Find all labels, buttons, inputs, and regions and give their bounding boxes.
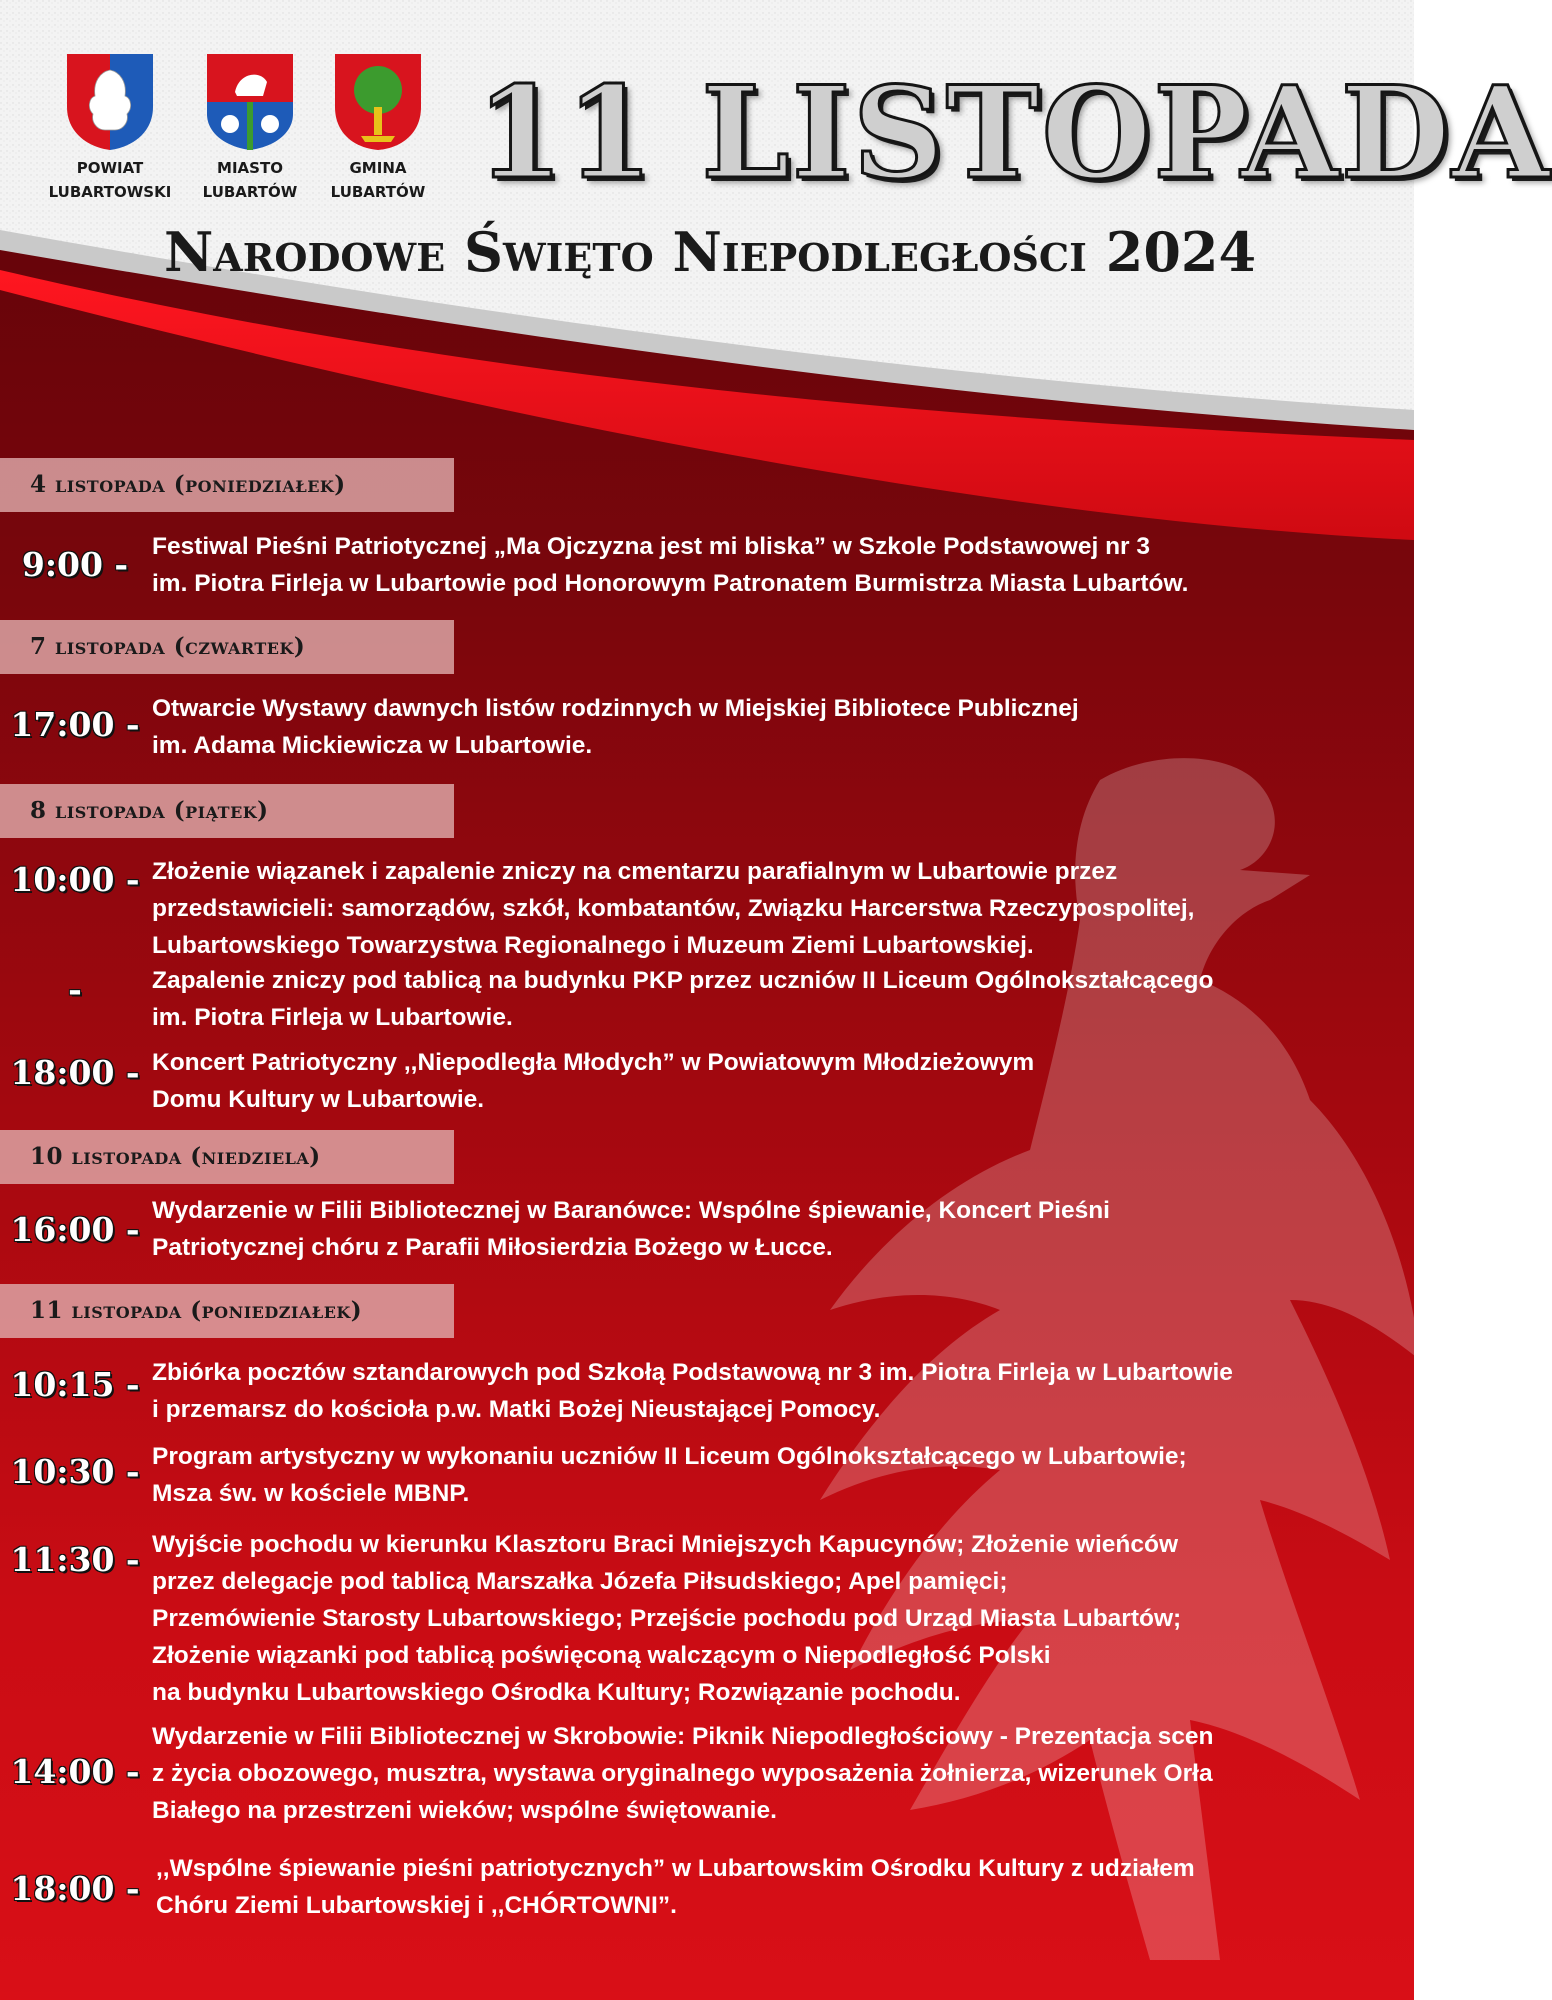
day-header	[0, 620, 454, 674]
event-description: Program artystyczny w wykonaniu uczniów II Liceum Ogólnokształcącego w Lubartowie; Msza św. w kościele MBNP.	[152, 1443, 1187, 1507]
event-time: 16:00 -	[10, 1210, 140, 1249]
event-time: 18:00 -	[10, 1869, 140, 1908]
event-description: Złożenie wiązanek i zapalenie zniczy na cmentarzu parafialnym w Lubartowie przez przedstawicieli: samorządów, szkół, kombatantów, Związku Harcerstwa Rzeczypospolitej, Lubartowskiego Towarzystwa Regionalnego i Muzeum Ziemi Lubartowskiej.	[152, 858, 1195, 959]
event-time: 10:15 -	[10, 1365, 140, 1404]
event-time: 10:30 -	[10, 1452, 140, 1491]
powiat-label: POWIAT LUBARTOWSKI	[48, 159, 172, 201]
subtitle: Narodowe Święto Niepodległości 2024	[163, 220, 1257, 284]
event-description: Zapalenie zniczy pod tablicą na budynku PKP przez uczniów II Liceum Ogólnokształcącego im. Piotra Firleja w Lubartowie.	[152, 967, 1214, 1031]
event-description: Wyjście pochodu w kierunku Klasztoru Braci Mniejszych Kapucynów; Złożenie wieńców przez delegacje pod tablicą Marszałka Józefa Piłsudskiego; Apel pamięci; Przemówienie Starosty Lubartowskiego; Przejście pochodu pod Urząd Miasta Lubartów; Złożenie wiązanki pod tablicą poświęconą walczącym o Niepodległość Polski na budynku Lubartowskiego Ośrodka Kultury; Rozwiązanie pochodu.	[152, 1531, 1182, 1706]
day-label: 4 listopada (poniedziałek)	[30, 471, 346, 498]
event-description: Koncert Patriotyczny ,,Niepodległa Młodych” w Powiatowym Młodzieżowym Domu Kultury w Lubartowie.	[152, 1049, 1035, 1113]
event-time: 14:00 -	[10, 1752, 140, 1791]
event-description: Festiwal Pieśni Patriotycznej „Ma Ojczyzna jest mi bliska” w Szkole Podstawowej nr 3 im. Piotra Firleja w Lubartowie pod Honorowym Patronatem Burmistrza Miasta Lubartów.	[152, 533, 1189, 597]
day-label: 11 listopada (poniedziałek)	[30, 1297, 363, 1324]
day-label: 10 listopada (niedziela)	[30, 1143, 321, 1170]
event-time: 17:00 -	[10, 705, 140, 744]
miasto-label: MIASTO LUBARTÓW	[202, 159, 298, 201]
day-header	[0, 784, 454, 838]
day-header	[0, 1284, 454, 1338]
miasto-crest-icon	[205, 52, 295, 152]
gmina-label: GMINA LUBARTÓW	[330, 159, 426, 201]
event-description: Wydarzenie w Filii Bibliotecznej w Skrobowie: Piknik Niepodległościowy - Prezentacja scen z życia obozowego, musztra, wystawa oryginalnego wyposażenia żołnierza, wizerunek Orła Białego na przestrzeni wieków; wspólne świętowanie.	[152, 1723, 1214, 1824]
event-description: Otwarcie Wystawy dawnych listów rodzinnych w Miejskiej Bibliotece Publicznej im. Adama Mickiewicza w Lubartowie.	[152, 695, 1079, 759]
day-label: 8 listopada (piątek)	[30, 797, 269, 824]
event-description: Wydarzenie w Filii Bibliotecznej w Baranówce: Wspólne śpiewanie, Koncert Pieśni Patriotycznej chóru z Parafii Miłosierdzia Bożego w Łucce.	[152, 1197, 1110, 1261]
event-time: 9:00 -	[21, 545, 129, 584]
event-description: ,,Wspólne śpiewanie pieśni patriotycznych” w Lubartowskim Ośrodku Kultury z udziałem Chóru Ziemi Lubartowskiej i ,,CHÓRTOWNI”.	[156, 1855, 1195, 1919]
powiat-crest-icon	[65, 52, 155, 152]
day-header	[0, 1130, 454, 1184]
event-description: Zbiórka pocztów sztandarowych pod Szkołą Podstawową nr 3 im. Piotra Firleja w Lubartowie i przemarsz do kościoła p.w. Matki Bożej Nieustającej Pomocy.	[152, 1359, 1233, 1423]
day-label: 7 listopada (czwartek)	[30, 633, 306, 660]
event-time: 18:00 -	[10, 1053, 140, 1092]
event-time: -	[68, 970, 82, 1009]
event-time: 10:00 -	[10, 860, 140, 899]
day-header	[0, 458, 454, 512]
event-time: 11:30 -	[10, 1540, 140, 1579]
main-title: 11 LISTOPADA	[476, 59, 1552, 207]
gmina-crest-icon	[333, 52, 423, 152]
